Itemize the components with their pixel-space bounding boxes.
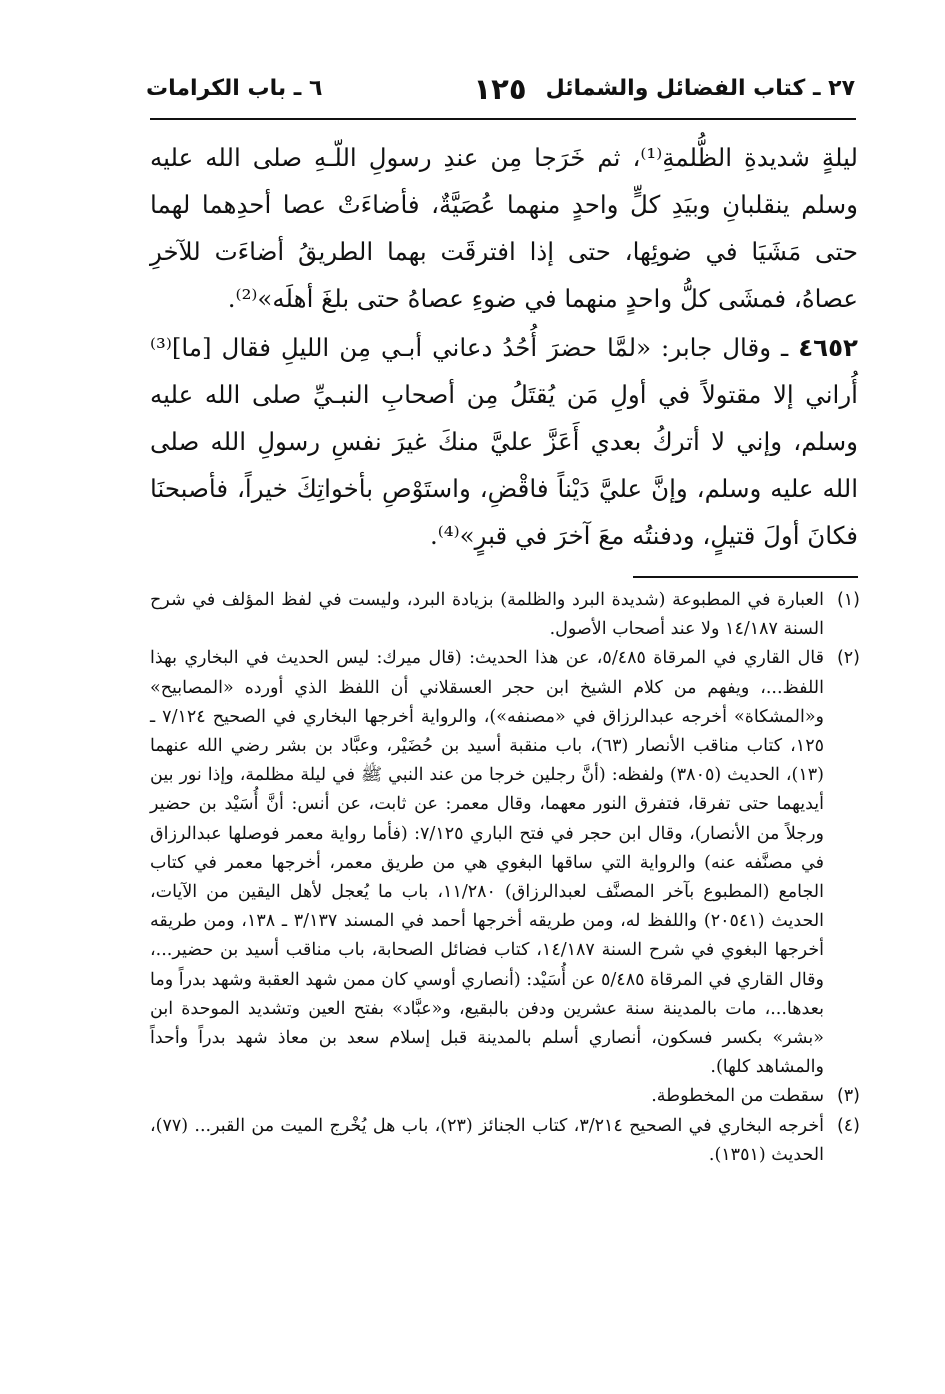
footnote-divider <box>633 576 858 578</box>
main-text <box>150 134 858 559</box>
footnote-marker: (٢) <box>836 648 860 669</box>
hadith-text: ـ وقال جابر: «لمَّا حضرَ أُحُدُ دعاني أبـي مِن الليلِ فقال [ما]⁽³⁾ أُراني إلا مقتولاً في أولِ مَن يُقتَلُ مِن أصحابِ النبـيِّ صلى الله عليه وسلم، وإني لا أتركُ بعدي أَعَزَّ عليَّ منكَ غيرَ نفسِ رسولِ الله صلى الله عليه وسلم، وإنَّ عليَّ دَيْناً فاقْضِ، واستَوْصِ بأخواتِكَ خيراً، فأصبحنَا فكانَ أولَ قتيلٍ، ودفنتُه معَ آخرَ في قبرٍ»⁽⁴⁾. <box>150 333 858 550</box>
hadith-number: ٤٦٥٢ <box>798 333 859 362</box>
footnote-3 <box>150 1082 860 1111</box>
footnote-2 <box>150 644 860 1082</box>
page-number: ١٢٥ <box>473 72 527 106</box>
hadith-paragraph <box>150 324 858 559</box>
paragraph-continuation: ليلةٍ شديدةِ الظُّلمةِ⁽¹⁾، ثم خَرَجا مِن عندِ رسولِ اللّـهِ صلى الله عليه وسلم ينقلبانِ وبيَدِ كلٍّ واحدٍ منهما عُصَيَّةٌ، فأضاءَتْ عصا أحدِهما لهما حتى مَشَيَا في ضوئِها، حتى إذا افترقَت بهما الطريقُ أضاءَت للآخرِ عصاهُ، فمشَى كلُّ واحدٍ منهما في ضوءِ عصاهُ حتى بلغَ أهلَه»⁽²⁾. <box>150 143 859 313</box>
footnote-4 <box>150 1112 860 1170</box>
footnote-text: أخرجه البخاري في الصحيح ٣/٢١٤، كتاب الجنائز (٢٣)، باب هل يُخْرج الميت من القبر... (٧٧)، الحديث (١٣٥١). <box>150 1115 824 1165</box>
footnote-marker: (١) <box>836 590 860 610</box>
chapter-title: ٢٧ ـ كتاب الفضائل والشمائل <box>545 76 855 101</box>
footnote-1 <box>150 586 860 644</box>
footnote-text: سقطت من المخطوطة. <box>651 1086 824 1107</box>
footnotes <box>150 586 860 1170</box>
footnote-marker: (٤) <box>836 1115 860 1136</box>
running-header <box>140 72 855 112</box>
footnote-marker: (٣) <box>836 1086 860 1107</box>
footnote-text: العبارة في المطبوعة (شديدة البرد والظلمة) بزيادة البرد، وليست في لفظ المؤلف في شرح السنة ١٤/١٨٧ ولا عند أصحاب الأصول. <box>150 590 824 640</box>
section-title: ٦ ـ باب الكرامات <box>146 76 323 101</box>
header-divider <box>150 118 856 120</box>
footnote-text: قال القاري في المرقاة ٥/٤٨٥، عن هذا الحديث: (قال ميرك: ليس الحديث في البخاري بهذا اللفظ...، ويفهم من كلام الشيخ ابن حجر العسقلاني أن اللفظ الذي أورده «المصابيح» و«المشكاة» أخرجه عبدالرزاق في «مصنفه»)، والرواية أخرجها البخاري في الصحيح ٧/١٢٤ ـ ١٢٥، كتاب مناقب الأنصار (٦٣)، باب منقبة أسيد بن حُضَيْر، وعبَّاد بن بشر رضي الله عنهما (١٣)، الحديث (٣٨٠٥) ولفظه: (أنَّ رجلين خرجا من عند النبي ﷺ في ليلة مظلمة، وإذا نور بين أيديهما حتى تفرقا، فتفرق النور معهما، وقال معمر: عن ثابت، عن أنس: أنَّ أُسَيْد بن حضير ورجلاً من الأنصار)، وقال ابن حجر في فتح الباري ٧/١٢٥: (فأما رواية معمر فوصلها عبدالرزاق في مصنَّفه عنه) والرواية التي ساقها البغوي هي من طريق معمر، أخرجها معمر في كتاب الجامع (المطبوع بآخر المصنَّف لعبدالرزاق) ١١/٢٨٠، باب ما يُعجل لأهل اليقين من الآيات، الحديث (٢٠٥٤١) واللفظ له، ومن طريقه أخرجها أحمد في المسند ٣/١٣٧ ـ ١٣٨، ومن طريقه أخرجها البغوي في شرح السنة ١٤/١٨٧، كتاب فضائل الصحابة، باب مناقب أسيد بن حضير...، وقال القاري في المرقاة ٥/٤٨٥ عن أُسَيْد: (أنصاري أوسي كان ممن شهد العقبة وشهد بدراً وما بعدها...، مات بالمدينة سنة عشرين ودفن بالبقيع، و«عبَّاد» بفتح العين وتشديد الموحدة ابن «بشر» بكسر فسكون، أنصاري أسلم بالمدينة قبل إسلام سعد بن معاذ شهد بدراً وأحداً والمشاهد كلها). <box>150 648 825 1078</box>
